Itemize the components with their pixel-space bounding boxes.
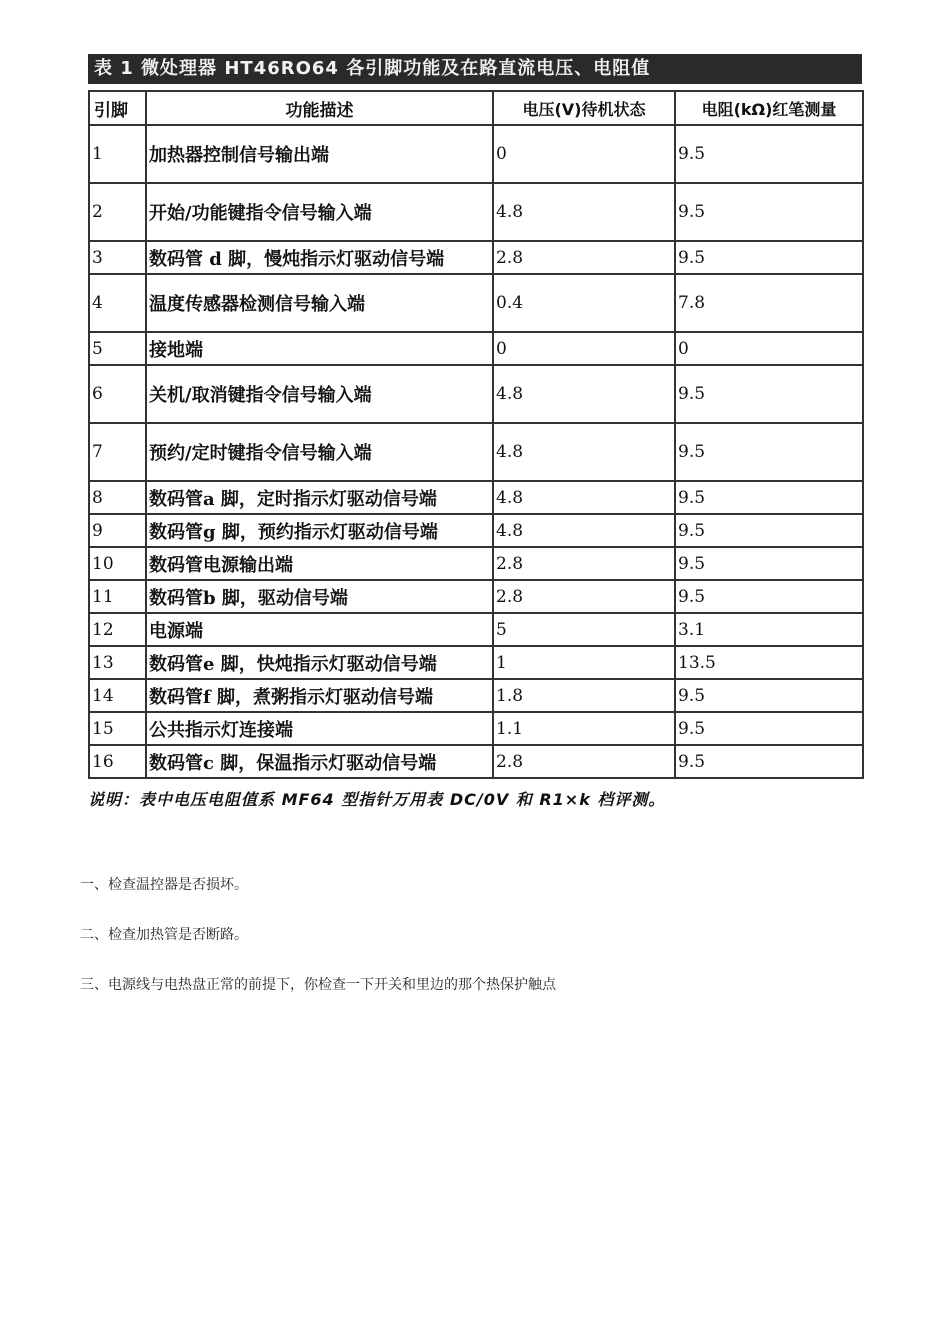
table-row: [89, 613, 863, 646]
cell-function: 开始/功能键指令信号输入端: [146, 183, 493, 241]
cell-function: 数码管e 脚，快炖指示灯驱动信号端: [146, 646, 493, 679]
cell-voltage: 1.1: [493, 712, 675, 745]
table-row: [89, 646, 863, 679]
cell-function: 关机/取消键指令信号输入端: [146, 365, 493, 423]
cell-resistance: 9.5: [675, 423, 863, 481]
table-row: [89, 125, 863, 183]
cell-pin: 9: [89, 514, 146, 547]
table-body: [89, 125, 863, 778]
cell-voltage: 5: [493, 613, 675, 646]
table-row: [89, 274, 863, 332]
cell-resistance: 9.5: [675, 125, 863, 183]
cell-resistance: 9.5: [675, 580, 863, 613]
cell-resistance: 9.5: [675, 183, 863, 241]
cell-pin: 7: [89, 423, 146, 481]
table-row: [89, 332, 863, 365]
cell-voltage: 0: [493, 125, 675, 183]
cell-voltage: 4.8: [493, 365, 675, 423]
table-row: [89, 481, 863, 514]
cell-voltage: 2.8: [493, 547, 675, 580]
cell-pin: 4: [89, 274, 146, 332]
cell-pin: 1: [89, 125, 146, 183]
cell-function: 数码管a 脚，定时指示灯驱动信号端: [146, 481, 493, 514]
cell-function: 数码管b 脚，驱动信号端: [146, 580, 493, 613]
cell-voltage: 1: [493, 646, 675, 679]
cell-resistance: 3.1: [675, 613, 863, 646]
cell-pin: 6: [89, 365, 146, 423]
cell-function: 数码管c 脚，保温指示灯驱动信号端: [146, 745, 493, 778]
header-pin: 引脚: [89, 91, 146, 125]
paragraph-2: 二、检查加热管是否断路。: [80, 927, 248, 943]
cell-pin: 8: [89, 481, 146, 514]
paragraph-1: 一、检查温控器是否损坏。: [80, 877, 248, 893]
table-caption: 表 1 微处理器 HT46RO64 各引脚功能及在路直流电压、电阻值: [88, 54, 862, 84]
cell-pin: 13: [89, 646, 146, 679]
cell-resistance: 0: [675, 332, 863, 365]
cell-function: 公共指示灯连接端: [146, 712, 493, 745]
table-row: [89, 514, 863, 547]
cell-voltage: 4.8: [493, 423, 675, 481]
cell-voltage: 2.8: [493, 745, 675, 778]
cell-resistance: 9.5: [675, 514, 863, 547]
cell-resistance: 7.8: [675, 274, 863, 332]
cell-voltage: 4.8: [493, 183, 675, 241]
cell-function: 温度传感器检测信号输入端: [146, 274, 493, 332]
cell-resistance: 9.5: [675, 481, 863, 514]
cell-function: 预约/定时键指令信号输入端: [146, 423, 493, 481]
cell-voltage: 2.8: [493, 241, 675, 274]
cell-function: 加热器控制信号输出端: [146, 125, 493, 183]
cell-function: 电源端: [146, 613, 493, 646]
cell-resistance: 9.5: [675, 241, 863, 274]
cell-voltage: 0.4: [493, 274, 675, 332]
cell-function: 接地端: [146, 332, 493, 365]
cell-function: 数码管电源输出端: [146, 547, 493, 580]
table-header-row: [89, 91, 863, 125]
cell-voltage: 1.8: [493, 679, 675, 712]
cell-resistance: 9.5: [675, 712, 863, 745]
pin-function-table: [88, 90, 864, 779]
cell-pin: 10: [89, 547, 146, 580]
cell-voltage: 2.8: [493, 580, 675, 613]
cell-resistance: 9.5: [675, 547, 863, 580]
table-row: [89, 745, 863, 778]
cell-pin: 16: [89, 745, 146, 778]
table-row: [89, 365, 863, 423]
header-voltage: 电压(V)待机状态: [493, 91, 675, 125]
table-row: [89, 547, 863, 580]
cell-resistance: 13.5: [675, 646, 863, 679]
cell-resistance: 9.5: [675, 365, 863, 423]
table-row: [89, 679, 863, 712]
cell-resistance: 9.5: [675, 679, 863, 712]
cell-voltage: 4.8: [493, 481, 675, 514]
cell-voltage: 4.8: [493, 514, 675, 547]
pin-table-figure: [88, 54, 862, 810]
cell-function: 数码管f 脚，煮粥指示灯驱动信号端: [146, 679, 493, 712]
cell-pin: 5: [89, 332, 146, 365]
table-row: [89, 423, 863, 481]
paragraph-3: 三、电源线与电热盘正常的前提下，你检查一下开关和里边的那个热保护触点: [80, 977, 556, 993]
table-row: [89, 241, 863, 274]
cell-function: 数码管g 脚，预约指示灯驱动信号端: [146, 514, 493, 547]
table-row: [89, 183, 863, 241]
cell-voltage: 0: [493, 332, 675, 365]
cell-pin: 15: [89, 712, 146, 745]
cell-pin: 11: [89, 580, 146, 613]
table-row: [89, 712, 863, 745]
cell-function: 数码管 d 脚，慢炖指示灯驱动信号端: [146, 241, 493, 274]
table-row: [89, 580, 863, 613]
cell-pin: 14: [89, 679, 146, 712]
header-resistance: 电阻(kΩ)红笔测量: [675, 91, 863, 125]
cell-pin: 12: [89, 613, 146, 646]
cell-resistance: 9.5: [675, 745, 863, 778]
cell-pin: 2: [89, 183, 146, 241]
table-note: 说明：表中电压电阻值系 MF64 型指针万用表 DC/0V 和 R1×k 档评测。: [88, 790, 666, 809]
cell-pin: 3: [89, 241, 146, 274]
header-function: 功能描述: [146, 91, 493, 125]
